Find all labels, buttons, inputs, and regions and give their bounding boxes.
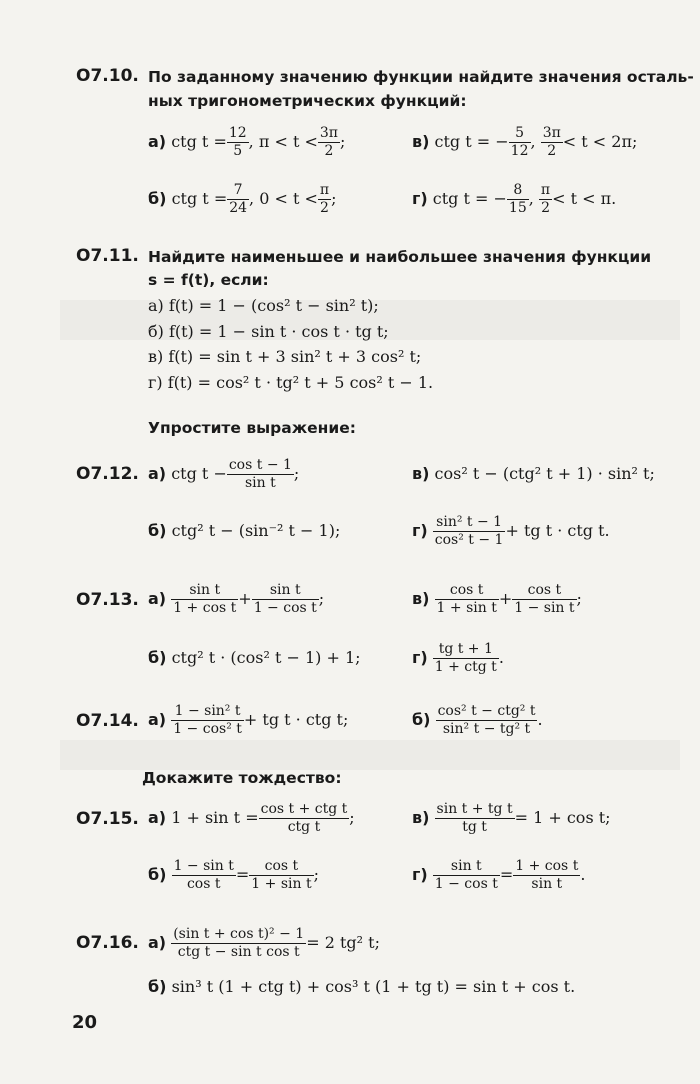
exercise-number: О7.15. (76, 809, 139, 829)
exercise-title: ных тригонометрических функций: (148, 92, 467, 110)
item-7-11-b: б) f(t) = 1 − sin t · cos t · tg t; (148, 322, 389, 341)
numerator: sin t (252, 582, 319, 600)
bleed-through-mark (60, 740, 680, 770)
denominator: 15 (508, 199, 527, 216)
math-text: ctg t = (171, 132, 227, 151)
item-7-14-a (148, 697, 348, 743)
denominator: sin t (245, 474, 276, 491)
denominator: 1 + ctg t (434, 658, 497, 675)
denominator: 5 (233, 142, 243, 159)
item-7-10-g (412, 177, 616, 221)
fraction (259, 801, 350, 836)
math-text: ; (318, 589, 325, 608)
numerator: 5 (509, 125, 531, 143)
fraction (227, 182, 249, 217)
item-7-10-b (148, 177, 337, 221)
fraction (171, 703, 244, 738)
numerator: 3π (319, 124, 338, 141)
item-7-16-b (148, 977, 575, 997)
item-7-14-b (412, 697, 543, 743)
item-label: в) (412, 808, 430, 827)
numerator: cos t (249, 858, 313, 876)
math-text: ; (331, 189, 337, 208)
fraction (435, 582, 499, 617)
math-text: ctg t = − (432, 189, 507, 208)
item-label: б) (148, 521, 167, 540)
numerator: 3π (542, 124, 561, 141)
numerator: cos t (435, 582, 499, 600)
math-text: ctg t − (171, 464, 227, 483)
item-7-15-v (412, 795, 611, 841)
item-label: б) (148, 977, 167, 996)
fraction (433, 641, 499, 676)
item-label: г) (412, 865, 428, 884)
item-label: г) (412, 189, 428, 208)
fraction (509, 125, 531, 160)
item-label: а) (148, 710, 167, 729)
item-label: а) (148, 808, 167, 827)
numerator: sin t (171, 582, 238, 600)
item-7-13-g (412, 636, 504, 680)
exercise-number: О7.13. (76, 590, 139, 610)
math-text: , (528, 189, 534, 208)
item-label: а) (148, 464, 167, 483)
math-text: ; (339, 132, 346, 151)
item-7-13-a (148, 576, 324, 622)
page-number: 20 (72, 1012, 98, 1033)
item-label: а) (148, 589, 167, 608)
fraction (539, 182, 552, 217)
item-7-12-b (148, 521, 340, 541)
item-7-10-v (412, 120, 637, 164)
denominator: ctg t − sin t cos t (177, 943, 300, 960)
math-text: + tg t · ctg t. (505, 521, 610, 540)
fraction (227, 457, 294, 492)
numerator: 1 − sin² t (171, 703, 244, 721)
fraction (507, 182, 529, 217)
item-label: г) (412, 521, 428, 540)
denominator: 1 − sin t (514, 599, 575, 616)
exercise-title: Найдите наименьшее и наибольшее значения функции (148, 248, 652, 266)
item-label: б) (148, 648, 167, 667)
denominator: 1 + cos t (173, 599, 237, 616)
numerator: cos t − 1 (228, 456, 292, 473)
numerator: π (319, 181, 330, 198)
item-7-15-a (148, 795, 355, 841)
denominator: cos t (186, 875, 221, 892)
denominator: sin t (531, 875, 563, 892)
math-text: , π < t < (248, 132, 318, 151)
math-text: < t < π. (552, 189, 617, 208)
fraction (318, 182, 331, 217)
math-text: = 2 tg² t; (306, 933, 380, 952)
denominator: sin² t − tg² t (442, 720, 531, 737)
numerator: tg t + 1 (433, 641, 499, 659)
denominator: 1 − cos t (434, 875, 498, 892)
fraction (249, 858, 313, 893)
math-text: 1 + sin t = (171, 808, 259, 827)
item-7-12-v (412, 464, 655, 484)
exercise-number: О7.14. (76, 711, 139, 731)
item-label: б) (148, 865, 167, 884)
fraction (227, 125, 249, 160)
item-7-11-g: г) f(t) = cos² t · tg² t + 5 cos² t − 1. (148, 373, 434, 392)
math-text: ; (313, 865, 319, 884)
item-label: в) (412, 589, 430, 608)
item-label: в) (412, 464, 430, 483)
fraction (436, 703, 538, 738)
fraction (512, 582, 576, 617)
item-7-13-b (148, 648, 361, 668)
item-7-15-g (412, 852, 585, 898)
item-label: б) (412, 710, 431, 729)
section-heading-simplify: Упростите выражение: (148, 419, 356, 437)
numerator: π (540, 181, 551, 198)
denominator: ctg t (287, 818, 321, 835)
exercise-number: О7.10. (76, 66, 139, 86)
math-text: , 0 < t < (249, 189, 318, 208)
numerator: 1 − sin t (173, 857, 234, 874)
math-text: + (238, 589, 252, 608)
numerator: 12 (228, 124, 247, 141)
item-label: б) (148, 189, 167, 208)
item-7-15-b (148, 852, 319, 898)
math-text: ctg t = − (434, 132, 509, 151)
math-text: = (499, 865, 514, 884)
math-text: = 1 + cos t; (514, 808, 611, 827)
item-label: г) (412, 648, 428, 667)
fraction (252, 582, 319, 617)
denominator: 2 (324, 142, 334, 159)
numerator: 8 (507, 182, 529, 200)
denominator: 1 + sin t (251, 875, 312, 892)
numerator: sin² t − 1 (433, 514, 506, 532)
denominator: 2 (541, 199, 550, 216)
item-7-16-a (148, 920, 380, 966)
fraction (513, 858, 580, 893)
math-text: + (498, 589, 513, 608)
fraction (435, 801, 515, 836)
fraction (318, 125, 340, 160)
numerator: cos t (512, 582, 576, 600)
fraction (433, 514, 506, 549)
math-text: ctg² t · (cos² t − 1) + 1; (171, 648, 361, 667)
item-label: в) (412, 132, 430, 151)
math-text: ; (576, 589, 582, 608)
numerator: cos² t − ctg² t (437, 702, 536, 719)
item-7-12-a (148, 451, 299, 497)
math-text: = (235, 865, 250, 884)
denominator: cos² t − 1 (434, 531, 504, 548)
section-heading-prove: Докажите тождество: (142, 769, 342, 787)
item-7-10-a (148, 120, 345, 164)
math-text: < t < 2π; (562, 132, 638, 151)
exercise-title: s = f(t), если: (148, 271, 269, 289)
fraction (172, 858, 236, 893)
math-text: ctg t = (171, 189, 228, 208)
denominator: 2 (320, 199, 329, 216)
numerator: 1 + cos t (515, 857, 579, 874)
math-text: cos² t − (ctg² t + 1) · sin² t; (434, 464, 655, 483)
exercise-title: По заданному значению функции найдите значения осталь- (148, 68, 694, 86)
math-text: . (537, 710, 543, 729)
math-text: , (530, 132, 536, 151)
numerator: cos t + ctg t (260, 800, 348, 817)
fraction (541, 125, 563, 160)
item-label: а) (148, 933, 167, 952)
denominator: tg t (462, 818, 487, 835)
item-7-11-a: а) f(t) = 1 − (cos² t − sin² t); (148, 296, 379, 315)
math-text: ; (349, 808, 355, 827)
exercise-number: О7.16. (76, 933, 139, 953)
math-text: ctg² t − (sin⁻² t − 1); (171, 521, 341, 540)
denominator: 12 (510, 142, 529, 159)
denominator: 1 + sin t (436, 599, 497, 616)
math-text: + tg t · ctg t; (243, 710, 349, 729)
fraction (171, 582, 238, 617)
exercise-number: О7.11. (76, 246, 139, 266)
denominator: 1 − cos² t (173, 720, 242, 737)
denominator: 24 (229, 199, 248, 216)
denominator: 2 (547, 142, 557, 159)
math-text: sin³ t (1 + ctg t) + cos³ t (1 + tg t) = sin t + cos t. (171, 977, 576, 996)
item-label: а) (148, 132, 167, 151)
fraction (433, 858, 500, 893)
item-7-11-v: в) f(t) = sin t + 3 sin² t + 3 cos² t; (148, 347, 422, 366)
exercise-number: О7.12. (76, 464, 139, 484)
numerator: sin t (433, 858, 500, 876)
item-7-13-v (412, 576, 582, 622)
denominator: 1 − cos t (253, 599, 317, 616)
math-text: . (498, 648, 504, 667)
numerator: 7 (227, 182, 249, 200)
fraction (171, 926, 306, 961)
math-text: . (580, 865, 586, 884)
numerator: (sin t + cos t)² − 1 (173, 925, 305, 942)
numerator: sin t + tg t (436, 800, 513, 817)
item-7-12-g (412, 508, 610, 554)
math-text: ; (293, 464, 300, 483)
